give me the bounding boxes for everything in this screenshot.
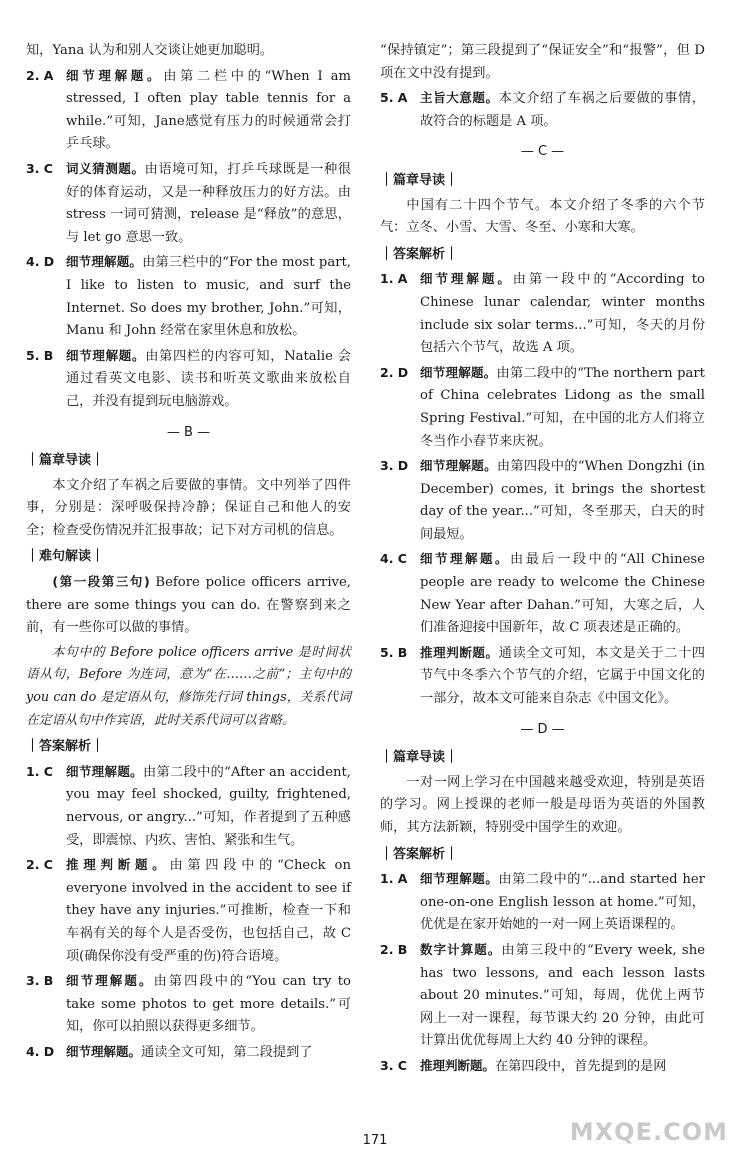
answer-heading-d: ｜答案解析｜: [380, 846, 459, 862]
answer-item: [26, 1041, 351, 1065]
answer-text: 由第三栏中的“For the most part, I like to listen to music, and surf the Internet. So does my brother, John.”可知，Manu 和 John 经常在家里休息和放松。: [66, 255, 351, 339]
answer-body: [66, 761, 351, 852]
answer-text: 由第二段中的“After an accident, you may feel shocked, guilty, frightened, nervous, or angry...”可知，作者提到了五种感受，即震惊、内疚、害怕、紧张和生气。: [66, 764, 351, 848]
question-type: 细节理解题。: [66, 1043, 142, 1059]
question-type: 推理判断题。: [66, 857, 170, 873]
question-type: 主旨大意题。: [420, 90, 499, 106]
answer-body: [420, 362, 705, 453]
answer-body: [420, 939, 705, 1053]
question-type: 细节理解题。: [420, 551, 511, 567]
answer-number: 1. C: [26, 763, 53, 779]
answer-text: 由第四段中的“When Dongzhi (in December) comes, it brings the shortest day of the year...”可知，冬至那天，白天的时间最短。: [420, 459, 705, 542]
answer-item: [26, 761, 351, 852]
guide-text-d: 一对一网上学习在中国越来越受欢迎，特别是英语的学习。网上授课的老师一般是母语为英语的外国教师，其方法新颖，特别受中国学生的欢迎。: [380, 774, 705, 835]
answer-body: [420, 642, 705, 711]
hard-sentence-label: (第一段第三句): [52, 574, 150, 590]
guide-heading-b: ｜篇章导读｜: [26, 453, 105, 469]
question-type: 细节理解题。: [420, 271, 513, 287]
answer-list-b: [26, 761, 351, 1065]
answer-body: [66, 251, 351, 342]
answer-text: 由第四段中的“Check on everyone involved in the accident to see if they have any injuries.”可推断，检查一下和车祸有关的每个人是否受伤，也包括自己，故 C 项(确保你没有受严重的伤)符合语境。: [66, 858, 351, 964]
answer-number: 3. B: [26, 973, 54, 989]
answer-item: [26, 65, 351, 156]
left-column: [26, 40, 351, 1067]
answer-number: 3. C: [26, 160, 53, 176]
answer-body: [420, 455, 705, 546]
answer-item: [380, 642, 705, 711]
guide-text-b: 本文介绍了车祸之后要做的事情。文中列举了四件事，分别是：深呼吸保持冷静；保证自己和他人的安全；检查受伤情况并汇报事故；记下对方司机的信息。: [26, 477, 351, 538]
section-b-heading: — B —: [166, 424, 211, 440]
answer-body: [420, 87, 705, 133]
guide-text-c: 中国有二十四个节气。本文介绍了冬季的六个节气：立冬、小雪、大雪、冬至、小寒和大寒。: [380, 197, 705, 236]
answer-heading-c: ｜答案解析｜: [380, 246, 459, 262]
answer-text: 由最后一段中的“All Chinese people are ready to welcome the Chinese New Year after Dahan.”可知，大寒之后，人们准备迎接中国新年，故 C 项表述是正确的。: [420, 552, 705, 636]
answer-item: [380, 939, 705, 1053]
answer-number: 3. D: [380, 458, 409, 474]
answer-text: 由第三段中的“Every week, she has two lessons, and each lesson lasts about 20 minutes.”可知，每周，优优上两节网上一对一课程，每节课大约 20 分钟，由此可计算出优优每周上大约 40 分钟的课程。: [420, 942, 705, 1049]
page-number: 171: [362, 1133, 388, 1148]
section-d-heading: — D —: [520, 721, 565, 737]
answer-number: 5. B: [380, 644, 408, 660]
guide-heading-c: ｜篇章导读｜: [380, 172, 459, 188]
answer-number: 5. B: [26, 347, 54, 363]
answer-text: 由第二栏中的“When I am stressed, I often play table tennis for a while.”可知，Jane感觉有压力的时候通常会打乒乓球。: [66, 68, 351, 152]
answer-item: [26, 970, 351, 1039]
question-type: 细节理解题。: [420, 458, 497, 474]
answer-item: [26, 251, 351, 342]
answer-number: 4. D: [26, 1043, 55, 1059]
answer-body: [66, 854, 351, 968]
question-type: 细节理解题。: [420, 871, 499, 887]
answer-list-c: [380, 268, 705, 710]
question-type: 细节理解题。: [66, 763, 144, 779]
answer-text: 由语境可知，打乒乓球既是一种很好的体育运动，又是一种释放压力的好方法。由 stress 一词可猜测，release 是“释放”的意思，与 let go 意思一致。: [66, 161, 351, 245]
answer-body: [66, 345, 351, 414]
answer-text: 本文介绍了车祸之后要做的事情，故符合的标题是 A 项。: [420, 91, 705, 129]
answer-item: [26, 158, 351, 249]
answer-item: [380, 1055, 705, 1079]
answer-item: [26, 345, 351, 414]
question-type: 细节理解题。: [66, 254, 143, 270]
answer-text: 通读全文可知，本文是关于二十四节气中冬季六个节气的介绍，它属于中国文化的一部分，故本文可能来自杂志《中国文化》。: [420, 645, 705, 707]
answer-number: 2. B: [380, 941, 408, 957]
answer-body: [66, 970, 351, 1039]
answer-item: [380, 868, 705, 937]
intro-continuation: 知，Yana 认为和别人交谈让她更加聪明。: [26, 43, 274, 58]
guide-heading-d: ｜篇章导读｜: [380, 750, 459, 766]
hard-sentence-text: Before police officers arrive, there are some things you can do. 在警察到来之前，有一些你可以做的事情。: [26, 575, 351, 636]
question-type: 推理判断题。: [420, 1057, 496, 1073]
answer-item: [380, 455, 705, 546]
answer-number: 4. C: [380, 551, 407, 567]
answer-number: 1. A: [380, 271, 408, 287]
answer-text: 由第四栏的内容可知，Natalie 会通过看英文电影、读书和听英文歌曲来放松自己，并没有提到玩电脑游戏。: [66, 348, 351, 409]
right-continuation: “保持镇定”；第三段提到了“保证安全”和“报警”，但 D 项在文中没有提到。: [380, 43, 705, 81]
answer-text: 由第四段中的“You can try to take some photos to get more details.”可知，你可以拍照以获得更多细节。: [66, 974, 351, 1035]
answer-number: 2. A: [26, 67, 54, 83]
hard-sentence: [26, 571, 351, 640]
answer-body: [420, 268, 705, 359]
question-type: 细节理解题。: [66, 973, 154, 989]
answer-body: [420, 548, 705, 639]
answer-item: [380, 87, 705, 133]
answer-number: 1. A: [380, 871, 408, 887]
question-type: 细节理解题。: [420, 364, 497, 380]
question-type: 词义猜测题。: [66, 160, 145, 176]
answer-body: [66, 65, 351, 156]
answer-list-a: [26, 65, 351, 414]
right-column: [380, 40, 705, 1081]
watermark-logo: MXQE.COM: [569, 1118, 728, 1146]
answer-number: 2. D: [380, 364, 409, 380]
answer-number: 4. D: [26, 254, 55, 270]
answer-text: 由第二段中的“The northern part of China celebrates Lidong as the small Spring Festival.”可知，在中国的北方人们将立冬当作小春节来庆祝。: [420, 365, 705, 449]
question-type: 细节理解题。: [66, 347, 146, 363]
answer-item: [380, 362, 705, 453]
answer-item: [380, 268, 705, 359]
answer-heading-b: ｜答案解析｜: [26, 739, 105, 755]
answer-body: [420, 1055, 705, 1079]
answer-text: 通读全文可知，第二段提到了: [141, 1044, 313, 1060]
answer-number: 2. C: [26, 857, 53, 873]
answer-body: [66, 1041, 351, 1065]
answer-body: [66, 158, 351, 249]
answer-number: 3. C: [380, 1057, 407, 1073]
question-type: 细节理解题。: [66, 67, 164, 83]
question-type: 推理判断题。: [420, 644, 499, 660]
answer-list-d: [380, 868, 705, 1078]
hard-sentence-heading: ｜难句解读｜: [26, 549, 105, 565]
hard-sentence-note: 本句中的 Before police officers arrive 是时间状语从句，Before 为连词，意为“在……之前”；主句中的 you can do 是定语从句，修饰先行词 things，关系代词在定语从句中作宾语，此时关系代词可以省略。: [26, 644, 351, 728]
question-type: 数字计算题。: [420, 941, 502, 957]
answer-text: 在第四段中，首先提到的是网: [495, 1058, 667, 1074]
section-c-heading: — C —: [520, 144, 565, 160]
answer-item: [380, 548, 705, 639]
answer-item: [26, 854, 351, 968]
answer-body: [420, 868, 705, 937]
answer-text: 由第二段中的“...and started her one-on-one English lesson at home.”可知，优优是在家开始她的一对一网上英语课程的。: [420, 872, 705, 933]
answer-number: 5. A: [380, 90, 408, 106]
answer-text: 由第一段中的“According to Chinese lunar calendar, winter months include six solar terms...”可知，冬天的月份包括六个节气，故选 A 项。: [420, 272, 705, 356]
